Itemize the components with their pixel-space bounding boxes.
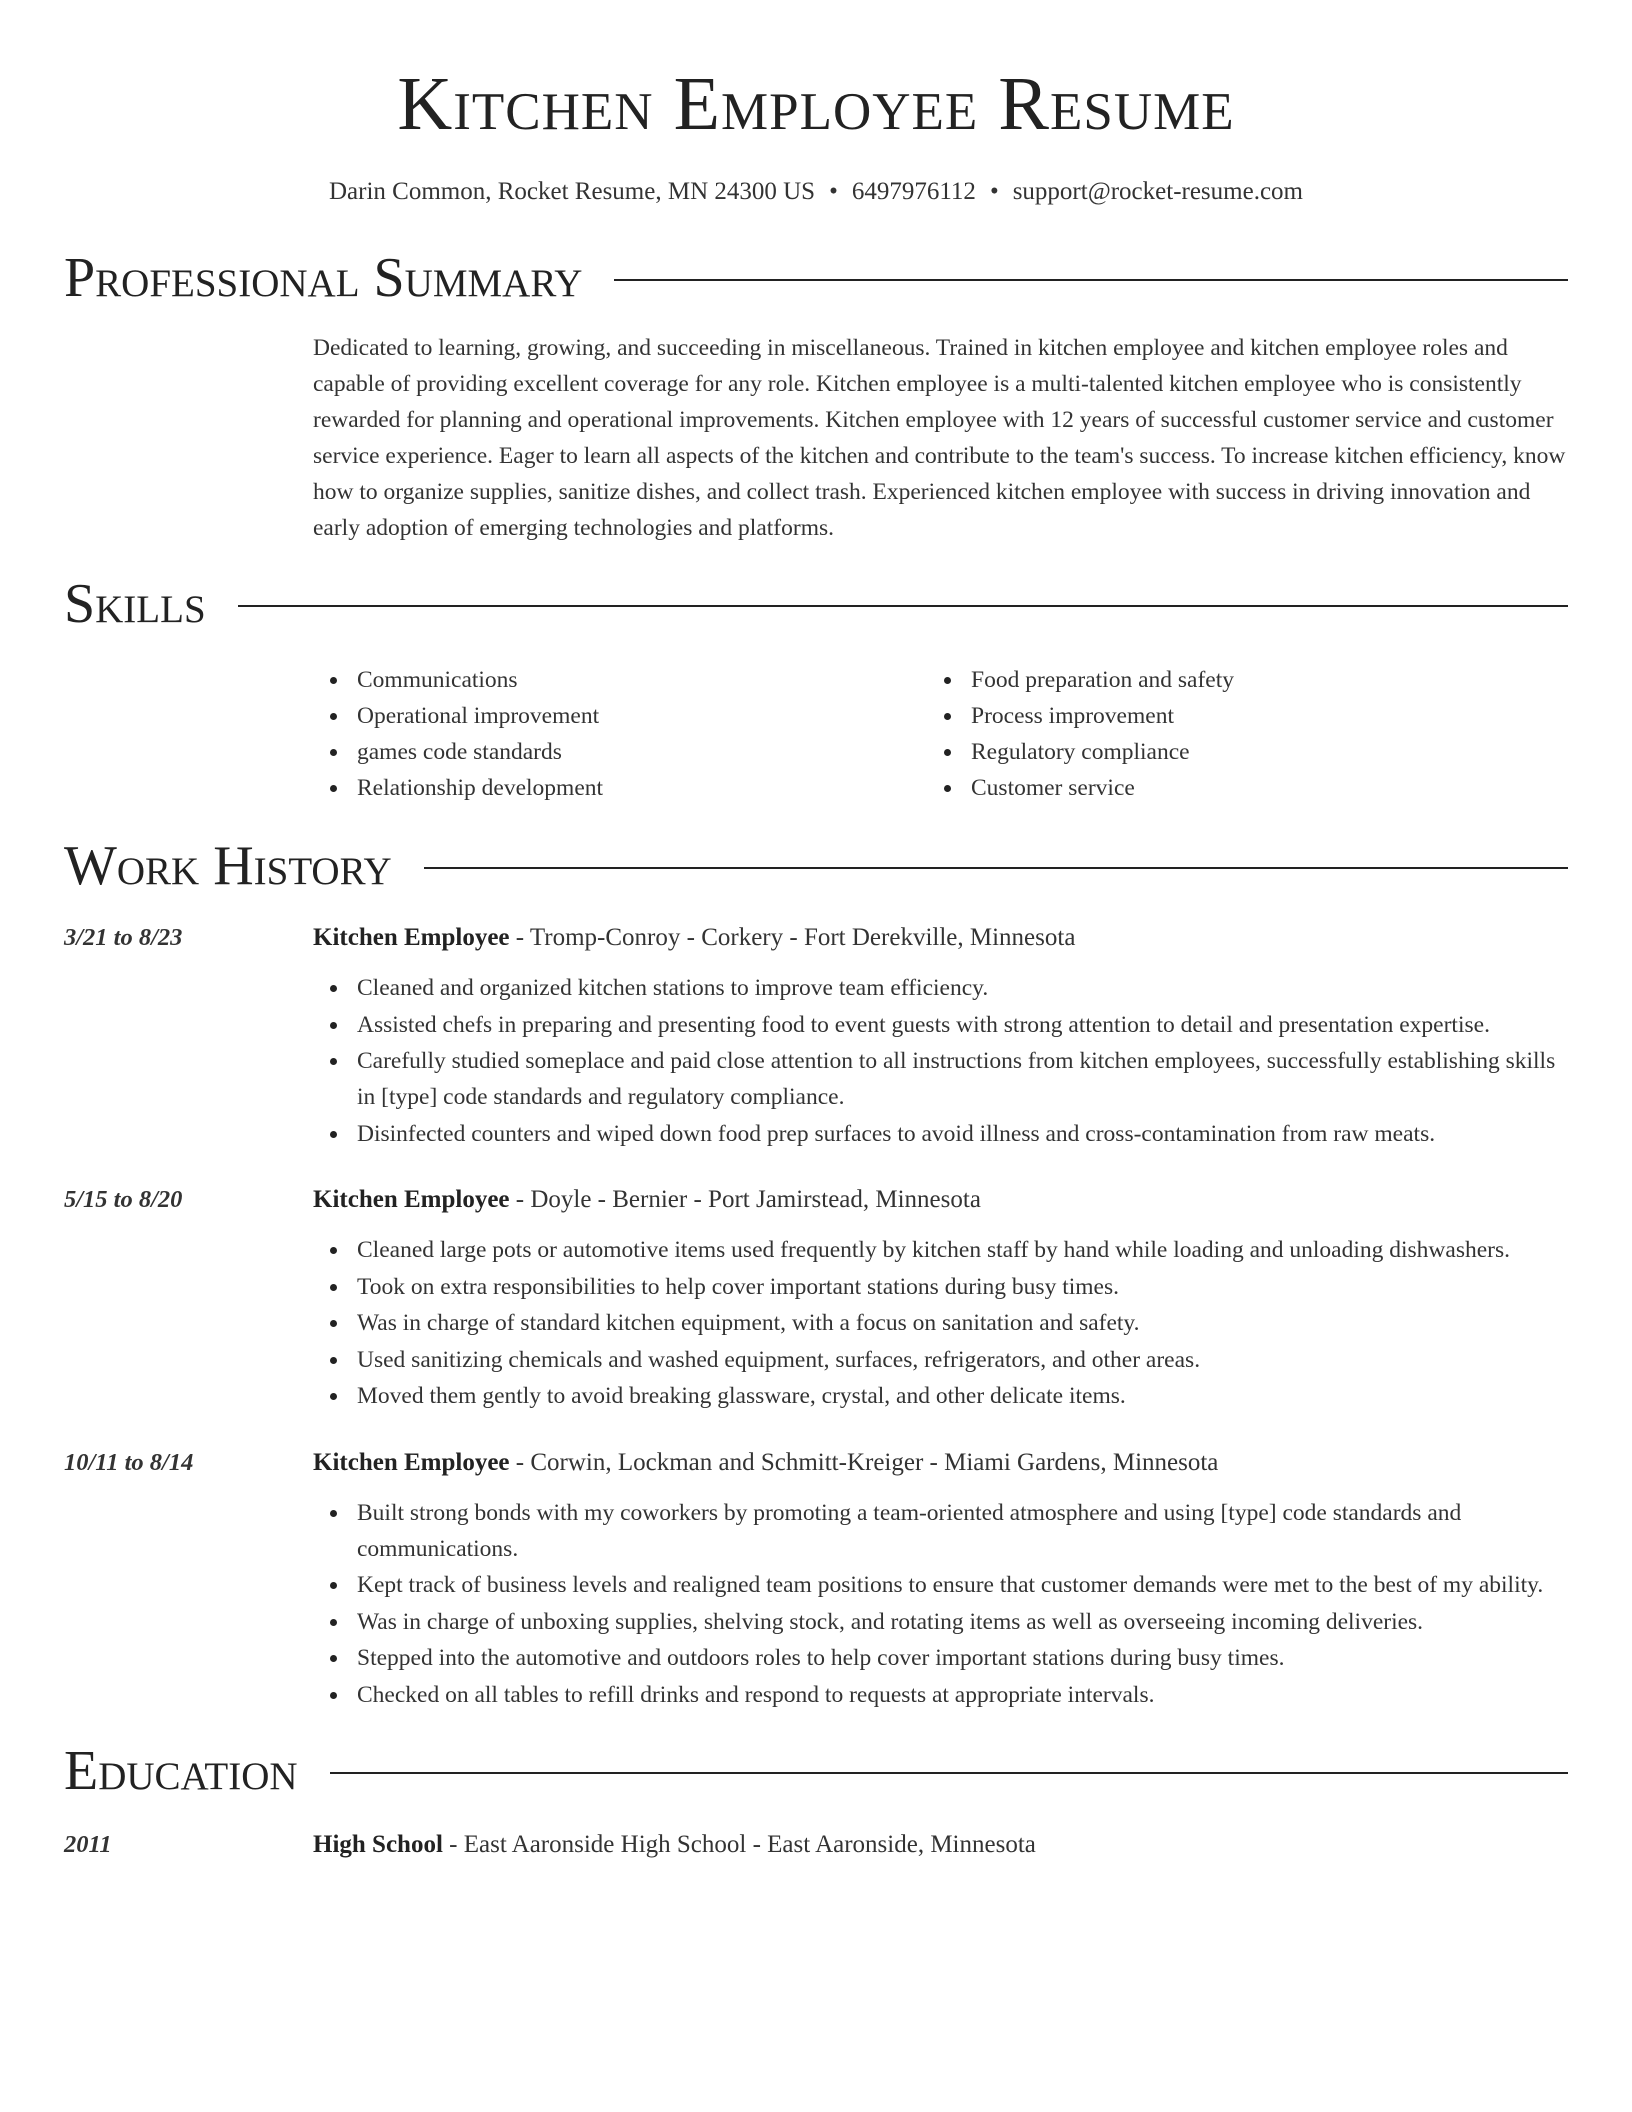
skill-item: Process improvement	[927, 698, 1541, 734]
skill-item: Relationship development	[313, 770, 927, 806]
skills-heading: Skills	[64, 573, 206, 635]
contact-line	[64, 176, 1568, 208]
job-bullets	[313, 1232, 1568, 1414]
job-bullet: Took on extra responsibilities to help cover important stations during busy times.	[313, 1269, 1568, 1305]
job-body	[313, 920, 1568, 1152]
job-title-line	[313, 920, 1568, 956]
work-heading: Work History	[64, 835, 392, 897]
job-details: - Doyle - Bernier - Port Jamirstead, Minnesota	[509, 1186, 981, 1213]
job-bullet: Assisted chefs in preparing and presenting food to event guests with strong attention to detail and presentation expertise.	[313, 1007, 1568, 1043]
skill-item: Operational improvement	[313, 698, 927, 734]
job-bullets	[313, 1495, 1568, 1713]
skill-item: Communications	[313, 662, 927, 698]
job-role: Kitchen Employee	[313, 924, 510, 951]
education-heading: Education	[64, 1740, 298, 1802]
skills-column-left	[313, 662, 927, 806]
summary-text: Dedicated to learning, growing, and succeeding in miscellaneous. Trained in kitchen employee and kitchen employee roles and capable of providing excellent coverage for any role. Kitchen employee is a multi-talented kitchen employee who is consistently rewarded for planning and operational improvements. Kitchen employee with 12 years of successful customer service and customer service experience. Eager to learn all aspects of the kitchen and contribute to the team's success. To increase kitchen efficiency, know how to organize supplies, sanitize dishes, and collect trash. Experienced kitchen employee with success in driving innovation and early adoption of emerging technologies and platforms.	[313, 335, 1566, 541]
section-divider	[238, 605, 1568, 607]
job-bullet: Was in charge of unboxing supplies, shelving stock, and rotating items as well as overseeing incoming deliveries.	[313, 1604, 1568, 1640]
contact-phone: 6497976112	[851, 178, 976, 205]
job-entry	[64, 1445, 1568, 1714]
skill-item: Regulatory compliance	[927, 734, 1541, 770]
job-bullet: Was in charge of standard kitchen equipment, with a focus on sanitation and safety.	[313, 1305, 1568, 1341]
job-title-line	[313, 1182, 1568, 1218]
resume-title: Kitchen Employee Resume	[397, 62, 1235, 146]
job-dates: 5/15 to 8/20	[64, 1186, 183, 1213]
job-role: Kitchen Employee	[313, 1186, 510, 1213]
job-body	[313, 1182, 1568, 1415]
education-section-header	[64, 1739, 1568, 1803]
summary-heading: Professional Summary	[64, 247, 583, 309]
job-bullet: Carefully studied someplace and paid close attention to all instructions from kitchen employees, successfully establishing skills in [type] code standards and regulatory compliance.	[313, 1043, 1568, 1115]
job-bullet: Kept track of business levels and realigned team positions to ensure that customer demands were met to the best of my ability.	[313, 1567, 1568, 1603]
job-bullets	[313, 970, 1568, 1152]
job-entry	[64, 1182, 1568, 1415]
job-bullet: Cleaned and organized kitchen stations to improve team efficiency.	[313, 970, 1568, 1006]
job-details: - Corwin, Lockman and Schmitt-Kreiger - Miami Gardens, Minnesota	[509, 1448, 1219, 1476]
job-bullet: Cleaned large pots or automotive items used frequently by kitchen staff by hand while loading and unloading dishwashers.	[313, 1232, 1568, 1268]
section-divider	[424, 867, 1568, 869]
job-dates: 3/21 to 8/23	[64, 924, 183, 951]
skill-item: Food preparation and safety	[927, 662, 1541, 698]
job-title-line	[313, 1445, 1568, 1481]
work-section-header	[64, 834, 1568, 898]
education-details: - East Aaronside High School - East Aaronside, Minnesota	[442, 1831, 1036, 1858]
job-bullet: Checked on all tables to refill drinks and respond to requests at appropriate intervals.	[313, 1677, 1568, 1713]
skills-section-header	[64, 572, 1568, 636]
job-role: Kitchen Employee	[313, 1448, 510, 1476]
job-body	[313, 1445, 1568, 1714]
job-bullet: Used sanitizing chemicals and washed equipment, surfaces, refrigerators, and other areas.	[313, 1342, 1568, 1378]
education-entry	[64, 1827, 1568, 1863]
education-year: 2011	[64, 1831, 112, 1858]
job-bullet: Moved them gently to avoid breaking glassware, crystal, and other delicate items.	[313, 1378, 1568, 1414]
job-bullet: Stepped into the automotive and outdoors roles to help cover important stations during busy times.	[313, 1640, 1568, 1676]
job-entry	[64, 920, 1568, 1152]
job-bullet: Built strong bonds with my coworkers by promoting a team-oriented atmosphere and using [type] code standards and communications.	[313, 1495, 1568, 1567]
education-degree: High School	[313, 1831, 443, 1858]
skills-list	[313, 662, 1568, 806]
contact-address: Darin Common, Rocket Resume, MN 24300 US	[329, 178, 816, 205]
section-divider	[614, 279, 1568, 281]
skill-item: Customer service	[927, 770, 1541, 806]
job-dates: 10/11 to 8/14	[64, 1448, 194, 1476]
education-line	[313, 1827, 1036, 1863]
summary-section-header	[64, 246, 1568, 310]
skill-item: games code standards	[313, 734, 927, 770]
contact-separator: •	[829, 178, 838, 205]
contact-separator: •	[989, 178, 999, 205]
job-bullet: Disinfected counters and wiped down food prep surfaces to avoid illness and cross-contamination from raw meats.	[313, 1116, 1568, 1152]
skills-column-right	[927, 662, 1541, 806]
contact-email: support@rocket-resume.com	[1012, 178, 1303, 205]
job-details: - Tromp-Conroy - Corkery - Fort Derekville, Minnesota	[509, 924, 1076, 951]
section-divider	[330, 1772, 1568, 1774]
